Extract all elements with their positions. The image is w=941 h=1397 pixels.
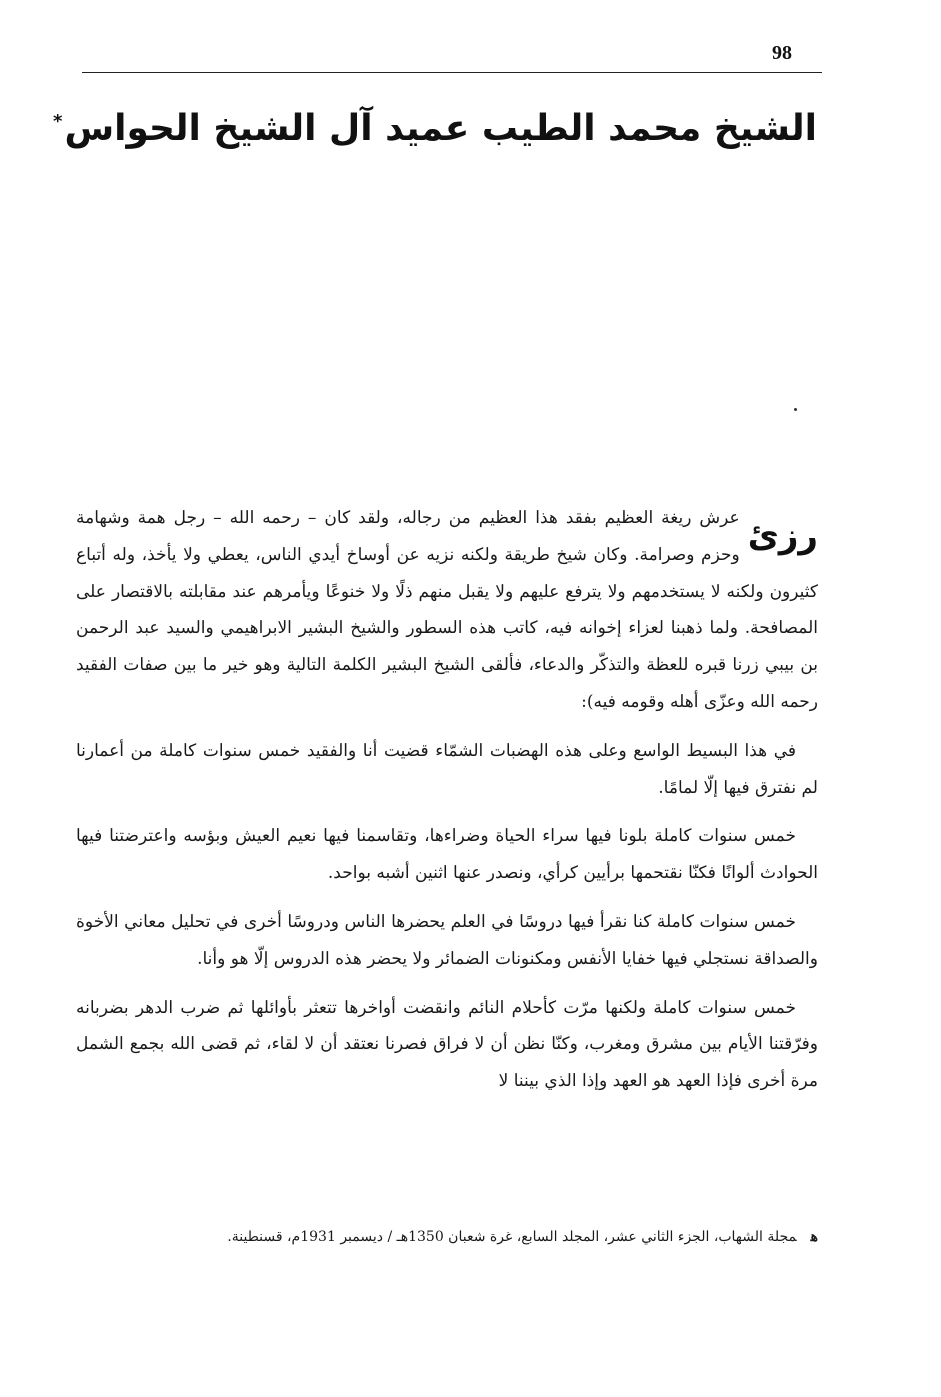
scan-speck	[794, 408, 797, 411]
drop-word: رزئ	[747, 516, 818, 556]
paragraph-5: خمس سنوات كاملة ولكنها مرّت كأحلام النائم وانقضت أواخرها تتعثر بأوائلها ثم ضرب الدهر بضربانه وفرّقتنا الأيام بين مشرق ومغرب، وكنّا نظن أن لا فراق فصرنا نعتقد أن لا لقاء، ثم قضى الله بجمع الشمل مرة أخرى فإذا العهد هو العهد وإذا الذي بيننا لا	[76, 997, 818, 1092]
footnote	[76, 1222, 818, 1252]
footnote-reference-mark: *	[53, 111, 63, 132]
page-number: 98	[772, 42, 792, 64]
article-title	[53, 108, 817, 149]
paragraph-4: خمس سنوات كاملة كنا نقرأ فيها دروسًا في العلم يحضرها الناس ودروسًا أخرى في تحليل معاني الأخوة والصداقة نستجلي فيها خفايا الأنفس ومكنونات الضمائر ولا يحضر هذه الدروس إلّا هو وأنا.	[76, 911, 818, 969]
header-rule	[82, 72, 822, 73]
footnote-text: مجلة الشهاب، الجزء الثاني عشر، المجلد السابع، غرة شعبان 1350هـ / ديسمبر 1931م، قسنطينة.	[227, 1229, 797, 1245]
paragraph-3: خمس سنوات كاملة بلونا فيها سراء الحياة وضراءها، وتقاسمنا فيها نعيم العيش وبؤسه واعترضتنا فيها الحوادث ألوانًا فكنّا نقتحمها برأيين كرأي، ونصدر عنها اثنين أشبه بواحد.	[76, 826, 818, 884]
paragraph-2: في هذا البسيط الواسع وعلى هذه الهضبات الشمّاء قضيت أنا والفقيد خمس سنوات كاملة من أعمارنا لم نفترق فيها إلّا لمامًا.	[76, 740, 818, 798]
paragraph-1	[76, 500, 818, 721]
paragraph-1-text: عرش ريغة العظيم بفقد هذا العظيم من رجاله، ولقد كان – رحمه الله – رجل همة وشهامة وحزم وصرامة. وكان شيخ طريقة ولكنه نزيه عن أوساخ أيدي الناس، يعطي ولا يأخذ، وله أتباع كثيرون ولكنه لا يستخدمهم ولا يترفع عليهم ولا يقبل منهم ذلًا ولا خنوعًا ويأمرهم عند مقابلته بالاقتصار على المصافحة. ولما ذهبنا لعزاء إخوانه فيه، كاتب هذه السطور والشيخ البشير الابراهيمي والسيد عبد الرحمن بن بيبي زرنا قبره للعظة والتذكّر والدعاء، فألقى الشيخ البشير الكلمة التالية وهو خير ما بين صفات الفقيد رحمه الله وعزّى أهله وقومه فيه):	[76, 508, 818, 712]
article-body	[76, 500, 818, 1112]
title-text: الشيخ محمد الطيب عميد آل الشيخ الحواس	[64, 108, 817, 149]
footnote-mark: ه	[810, 1229, 818, 1245]
